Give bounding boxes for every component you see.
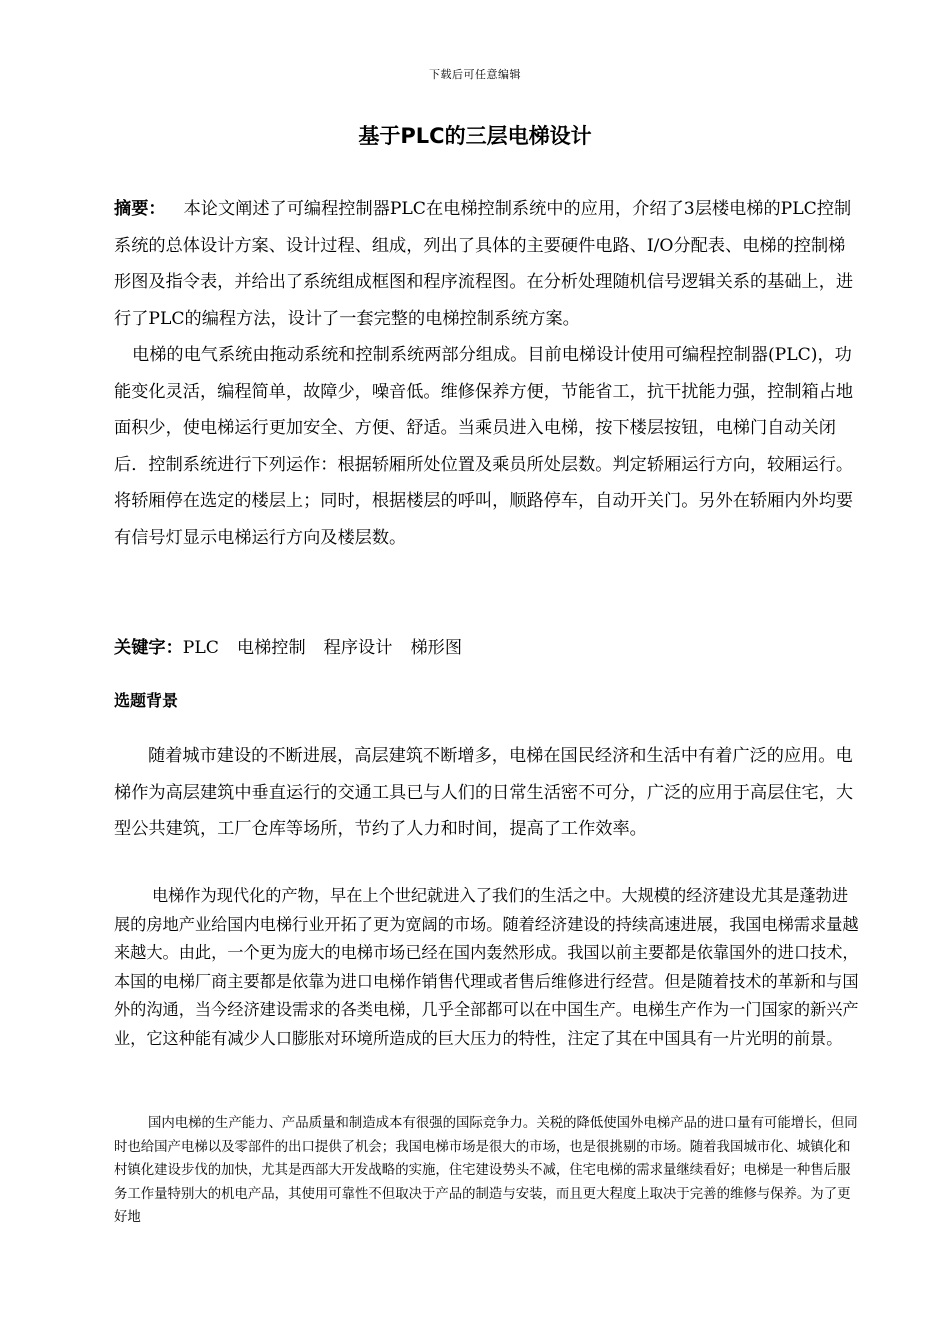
page-header: 下载后可任意编辑 xyxy=(429,68,521,81)
abstract-paragraph-2 xyxy=(114,337,862,556)
keyword-item: PLC xyxy=(182,638,219,658)
section-paragraph-2 xyxy=(114,882,862,1053)
section-paragraph-3 xyxy=(114,1112,862,1230)
section-paragraph-3-text: 国内电梯的生产能力、产品质量和制造成本有很强的国际竞争力。关税的降低使国外电梯产品的进口量有可能增长，但同时也给国产电梯以及零部件的出口提供了机会；我国电梯市场是很大的市场，也是很挑剔的市场。随着我国城市化、城镇化和村镇化建设步伐的加快，尤其是西部大开发战略的实施，住宅建设势头不减，住宅电梯的需求量继续看好；电梯是一种售后服务工作量特别大的机电产品，其使用可靠性不但取决于产品的制造与安装，而且更大程度上取决于完善的维修与保养。为了更好地 xyxy=(114,1116,858,1225)
abstract-label: 摘要： xyxy=(114,199,166,219)
keyword-item: 电梯控制 xyxy=(236,638,306,658)
section-paragraph-1 xyxy=(114,738,862,848)
keywords-label: 关键字： xyxy=(114,638,183,658)
section-heading: 选题背景 xyxy=(114,691,179,710)
section-paragraph-1-text: 随着城市建设的不断进展，高层建筑不断增多，电梯在国民经济和生活中有着广泛的应用。电梯作为高层建筑中垂直运行的交通工具已与人们的日常生活密不可分，广泛的应用于高层住宅，大型公共建筑，工厂仓库等场所，节约了人力和时间，提高了工作效率。 xyxy=(114,746,854,839)
section-paragraph-2-text: 电梯作为现代化的产物，早在上个世纪就进入了我们的生活之中。大规模的经济建设尤其是蓬勃进展的房地产业给国内电梯行业开拓了更为宽阔的市场。随着经济建设的持续高速进展，我国电梯需求量越来越大。由此，一个更为庞大的电梯市场已经在国内轰然形成。我国以前主要都是依靠国外的进口技术，本国的电梯厂商主要都是依靠为进口电梯作销售代理或者售后维修进行经营。但是随着技术的革新和与国外的沟通，当今经济建设需求的各类电梯，几乎全部都可以在中国生产。电梯生产作为一门国家的新兴产业，它这种能有减少人口膨胀对环境所造成的巨大压力的特性，注定了其在中国具有一片光明的前景。 xyxy=(114,886,859,1048)
keyword-item: 梯形图 xyxy=(410,638,463,658)
keyword-item: 程序设计 xyxy=(323,638,393,658)
keywords-line xyxy=(114,630,862,667)
abstract-paragraph xyxy=(114,191,862,337)
abstract-text: 本论文阐述了可编程控制器PLC在电梯控制系统中的应用，介绍了3层楼电梯的PLC控制系统的总体设计方案、设计过程、组成，列出了具体的主要硬件电路、I/O分配表、电梯的控制梯形图及指令表，并给出了系统组成框图和程序流程图。在分析处理随机信号逻辑关系的基础上，进行了PLC的编程方法，设计了一套完整的电梯控制系统方案。 xyxy=(114,199,854,329)
document-title: 基于PLC的三层电梯设计 xyxy=(358,124,592,148)
abstract-paragraph-2-text: 电梯的电气系统由拖动系统和控制系统两部分组成。目前电梯设计使用可编程控制器(PLC)，功能变化灵活，编程简单，故障少，噪音低。维修保养方便，节能省工，抗干扰能力强，控制箱占地面积少，使电梯运行更加安全、方便、舒适。当乘员进入电梯，按下楼层按钮，电梯门自动关闭后．控制系统进行下列运作：根据轿厢所处位置及乘员所处层数。判定轿厢运行方向，较厢运行。将轿厢停在选定的楼层上；同时，根据楼层的呼叫，顺路停车，自动开关门。另外在轿厢内外均要有信号灯显示电梯运行方向及楼层数。 xyxy=(114,345,854,548)
